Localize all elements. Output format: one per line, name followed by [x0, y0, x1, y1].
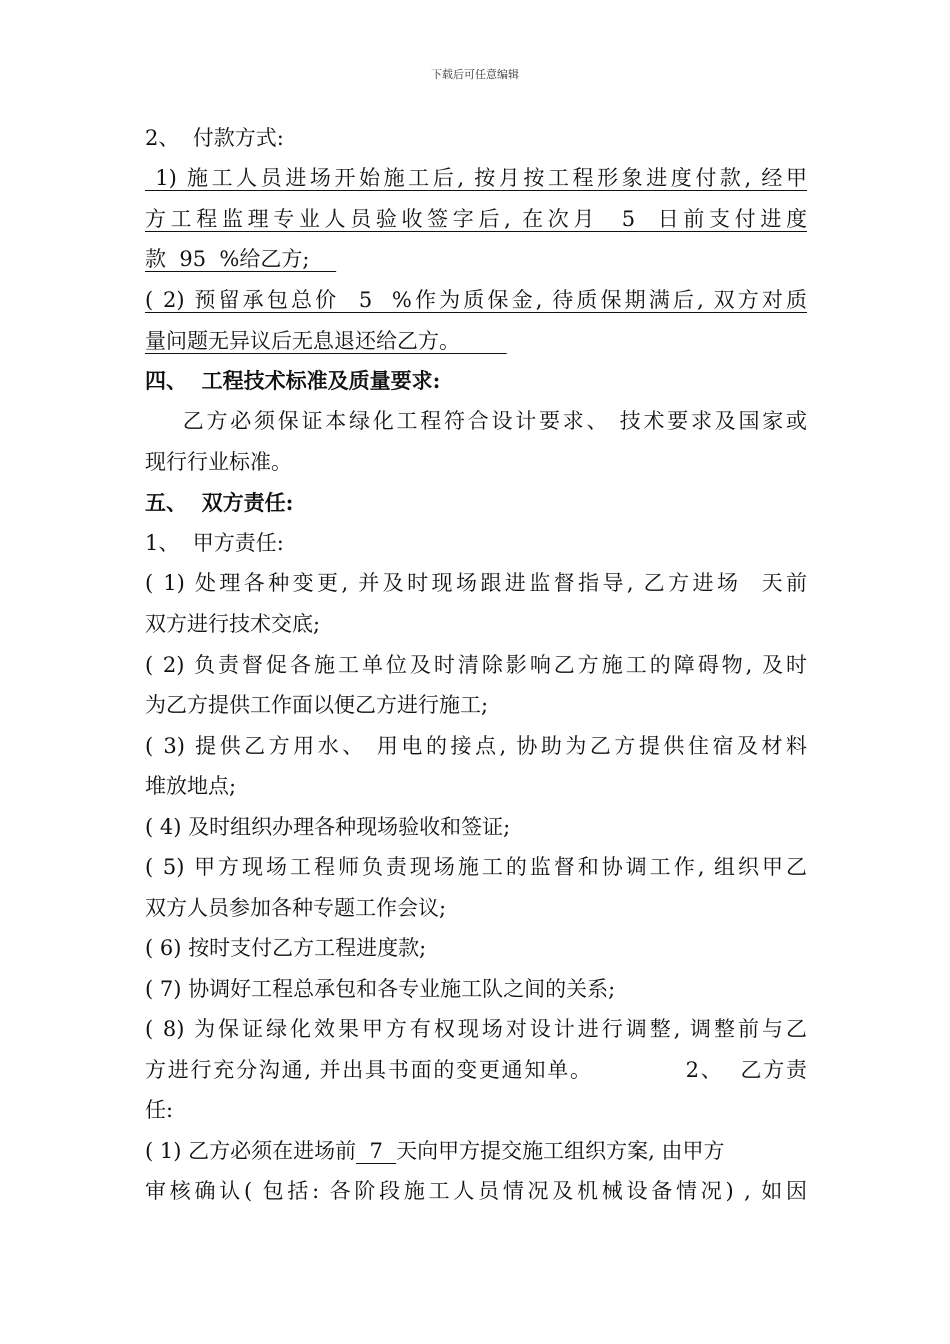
party-b-duty-1-text-a: ( 1) 乙方必须在进场前	[145, 1139, 357, 1163]
party-b-duty-1-text-b: 天向甲方提交施工组织方案, 由甲方	[396, 1139, 725, 1163]
party-b-duty-1-line-1	[145, 1136, 725, 1166]
party-a-duty-6: ( 6) 按时支付乙方工程进度款;	[145, 936, 427, 960]
party-b-duty-1-line-2: 审核确认( 包括: 各阶段施工人员情况及机械设备情况) , 如因	[145, 1179, 807, 1203]
party-a-duty-4: ( 4) 及时组织办理各种现场验收和签证;	[145, 815, 511, 839]
page-header: 下载后可任意编辑	[431, 68, 519, 81]
days-before-entry-value: 7	[356, 1139, 397, 1163]
party-a-duty-2-line-2: 为乙方提供工作面以便乙方进行施工;	[145, 693, 489, 717]
party-a-duty-1-line-1: ( 1) 处理各种变更, 并及时现场跟进监督指导, 乙方进场 天前	[145, 571, 807, 595]
payment-clause-1-line-1: 1) 施工人员进场开始施工后, 按月按工程形象进度付款, 经甲	[145, 166, 807, 190]
party-a-duty-3-line-1: ( 3) 提供乙方用水、 用电的接点, 协助为乙方提供住宿及材料	[145, 734, 807, 758]
party-a-duty-5-line-1: ( 5) 甲方现场工程师负责现场施工的监督和协调工作, 组织甲乙	[145, 855, 807, 879]
payment-clause-2-line-1: ( 2) 预留承包总价 5 %作为质保金, 待质保期满后, 双方对质	[145, 288, 807, 312]
payment-clause-1-line-2: 方工程监理专业人员验收签字后, 在次月 5 日前支付进度	[145, 207, 807, 231]
party-a-duty-3-line-2: 堆放地点;	[145, 774, 237, 798]
party-a-duties-heading: 1、 甲方责任:	[145, 531, 284, 555]
payment-clause-1-line-3: 款 95 %给乙方;	[145, 247, 337, 271]
party-a-duty-8-line-2: 方进行充分沟通, 并出具书面的变更通知单。 2、 乙方责	[145, 1058, 807, 1082]
section-four-body-line-1: 乙方必须保证本绿化工程符合设计要求、 技术要求及国家或	[145, 409, 807, 433]
section-four-heading: 四、 工程技术标准及质量要求:	[145, 368, 441, 393]
party-a-duty-7: ( 7) 协调好工程总承包和各专业施工队之间的关系;	[145, 977, 616, 1001]
party-b-duties-heading-end: 任:	[145, 1098, 174, 1122]
party-a-duty-2-line-1: ( 2) 负责督促各施工单位及时清除影响乙方施工的障碍物, 及时	[145, 653, 807, 677]
section-five-heading: 五、 双方责任:	[145, 490, 294, 515]
payment-clause-2-line-2: 量问题无异议后无息退还给乙方。	[145, 329, 507, 353]
party-a-duty-8-line-1: ( 8) 为保证绿化效果甲方有权现场对设计进行调整, 调整前与乙	[145, 1017, 807, 1041]
payment-method-heading: 2、 付款方式:	[145, 126, 284, 150]
party-a-duty-5-line-2: 双方人员参加各种专题工作会议;	[145, 896, 447, 920]
party-a-duty-1-line-2: 双方进行技术交底;	[145, 612, 321, 636]
section-four-body-line-2: 现行行业标准。	[145, 450, 292, 474]
